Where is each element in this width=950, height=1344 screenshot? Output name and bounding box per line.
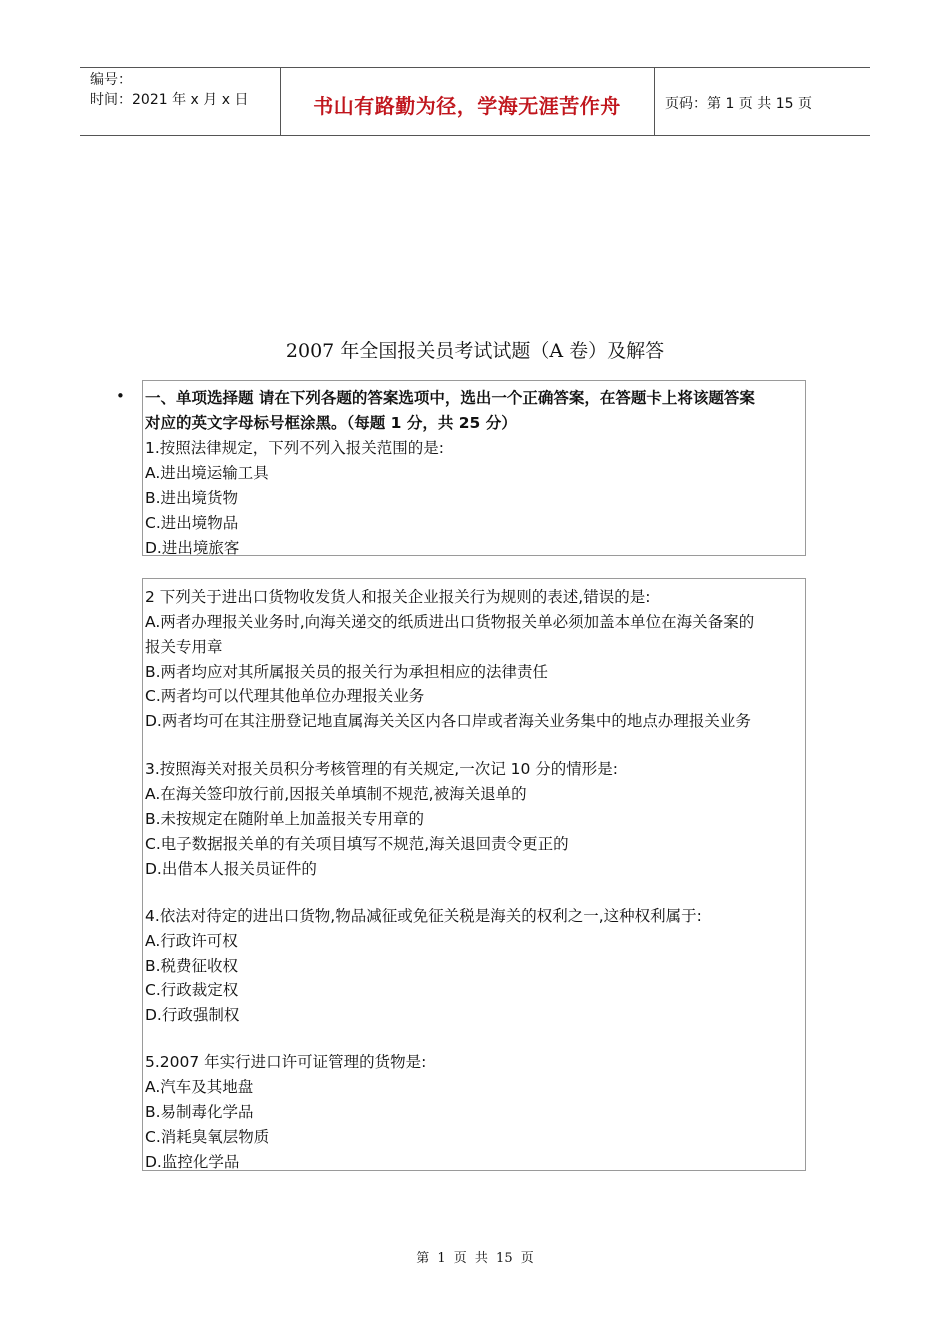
q2-option-d: D.两者均可在其注册登记地直属海关关区内各口岸或者海关业务集中的地点办理报关业务 — [145, 712, 751, 730]
header-divider-right — [654, 67, 655, 136]
q2-option-a-line1: A.两者办理报关业务时,向海关递交的纸质进出口货物报关单必须加盖本单位在海关备案的 — [145, 613, 755, 631]
document-title: 2007 年全国报关员考试试题（A 卷）及解答 — [285, 340, 665, 362]
time-label: 时间：2021 年 x 月 x 日 — [90, 92, 249, 108]
q4-option-c: C.行政裁定权 — [145, 981, 239, 999]
q5-option-b: B.易制毒化学品 — [145, 1103, 254, 1121]
q3-stem: 3.按照海关对报关员积分考核管理的有关规定,一次记 10 分的情形是: — [145, 760, 619, 778]
q5-option-a: A.汽车及其地盘 — [145, 1078, 254, 1096]
q1-option-d: D.进出境旅客 — [145, 539, 240, 557]
q3-option-a: A.在海关签印放行前,因报关单填制不规范,被海关退单的 — [145, 785, 527, 803]
page-footer: 第 1 页 共 15 页 — [416, 1251, 534, 1266]
q4-stem: 4.依法对待定的进出口货物,物品减征或免征关税是海关的权利之一,这种权利属于: — [145, 907, 702, 925]
q2-option-b: B.两者均应对其所属报关员的报关行为承担相应的法律责任 — [145, 663, 549, 681]
q3-option-b: B.未按规定在随附单上加盖报关专用章的 — [145, 810, 425, 828]
q2-stem: 2 下列关于进出口货物收发货人和报关企业报关行为规则的表述,错误的是: — [145, 588, 651, 606]
header-top-rule — [80, 67, 870, 68]
section-heading-line2: 对应的英文字母标号框涂黑。（每题 1 分，共 25 分） — [145, 414, 517, 432]
q3-option-c: C.电子数据报关单的有关项目填写不规范,海关退回责令更正的 — [145, 835, 569, 853]
bullet-icon: • — [116, 387, 125, 405]
q4-option-b: B.税费征收权 — [145, 957, 239, 975]
q3-option-d: D.出借本人报关员证件的 — [145, 860, 317, 878]
header-motto: 书山有路勤为径，学海无涯苦作舟 — [313, 94, 621, 118]
header-bottom-rule — [80, 135, 870, 136]
q4-option-a: A.行政许可权 — [145, 932, 238, 950]
q1-stem: 1.按照法律规定，下列不列入报关范围的是: — [145, 439, 445, 457]
q4-option-d: D.行政强制权 — [145, 1006, 240, 1024]
q1-option-a: A.进出境运输工具 — [145, 464, 269, 482]
q5-option-c: C.消耗臭氧层物质 — [145, 1128, 270, 1146]
q2-option-a-line2: 报关专用章 — [145, 638, 223, 656]
q1-option-b: B.进出境货物 — [145, 489, 239, 507]
q1-option-c: C.进出境物品 — [145, 514, 239, 532]
header-meta — [90, 70, 248, 110]
number-label: 编号： — [90, 72, 132, 88]
q2-option-c: C.两者均可以代理其他单位办理报关业务 — [145, 687, 425, 705]
q5-option-d: D.监控化学品 — [145, 1153, 240, 1171]
q5-stem: 5.2007 年实行进口许可证管理的货物是: — [145, 1053, 427, 1071]
section-heading-line1: 一、单项选择题 请在下列各题的答案选项中，选出一个正确答案，在答题卡上将该题答案 — [145, 389, 755, 407]
header-page-info: 页码：第 1 页 共 15 页 — [665, 96, 812, 112]
